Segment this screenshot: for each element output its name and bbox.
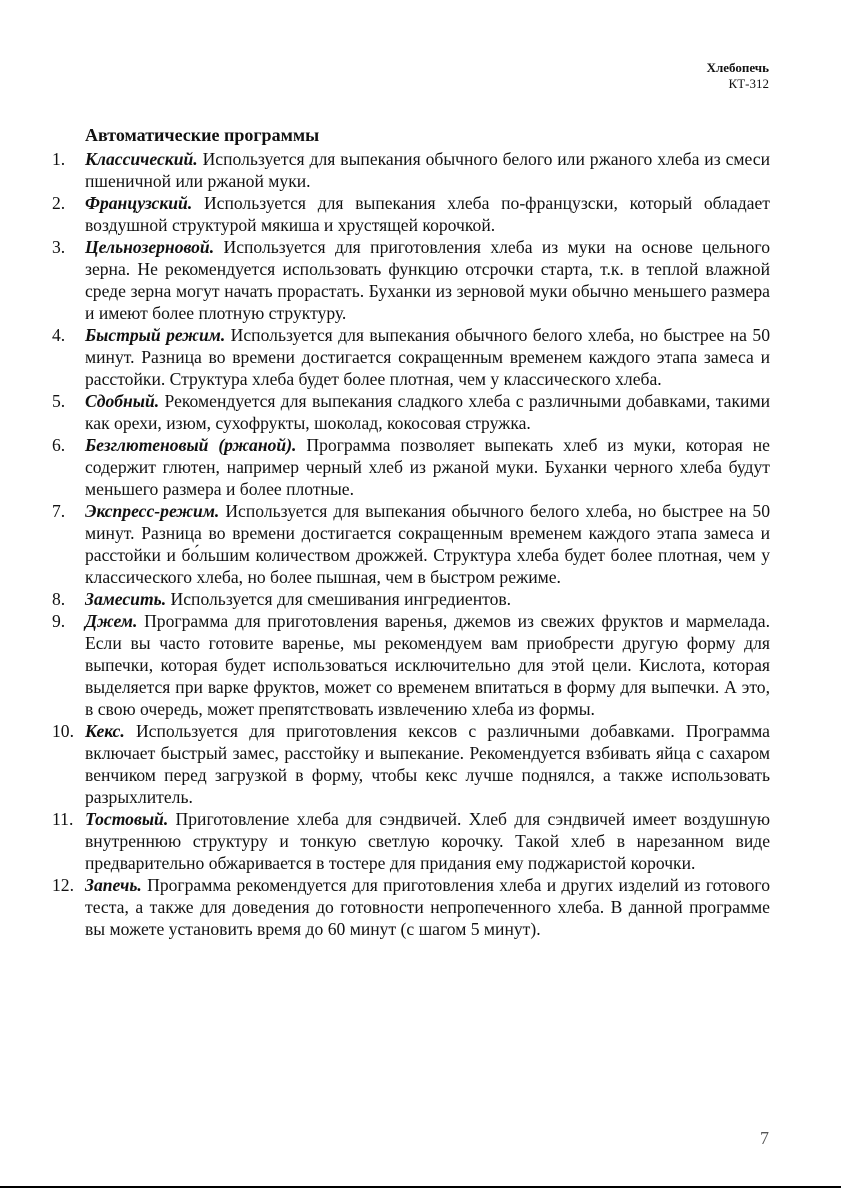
list-item — [52, 588, 770, 610]
item-number: 5. — [52, 391, 66, 411]
item-number: 11. — [52, 809, 74, 829]
list-item — [52, 148, 770, 192]
list-item — [52, 808, 770, 874]
item-number: 12. — [52, 875, 74, 895]
program-description: Используется для приготовления хлеба из муки на основе цельного зерна. Не рекомендуется использовать функцию отсрочки старта, т.к. в теплой влажной среде зерна могут начать прорастать. Буханки из зерновой муки обычно меньшего размера и имеют более плотную структуру. — [85, 237, 770, 323]
item-number: 1. — [52, 149, 66, 169]
program-name: Кекс. — [85, 721, 125, 741]
item-number: 7. — [52, 501, 66, 521]
list-item — [52, 720, 770, 808]
item-number: 3. — [52, 237, 66, 257]
program-name: Классический. — [85, 149, 198, 169]
program-description: Используется для выпекания обычного белого или ржаного хлеба из смеси пшеничной или ржаной муки. — [85, 149, 770, 191]
list-item — [52, 236, 770, 324]
item-number: 10. — [52, 721, 74, 741]
program-description: Рекомендуется для выпекания сладкого хлеба с различными добавками, такими как орехи, изюм, сухофрукты, шоколад, кокосовая стружка. — [85, 391, 770, 433]
program-name: Замесить. — [85, 589, 167, 609]
header-model: КТ-312 — [728, 76, 769, 91]
page-number: 7 — [760, 1128, 769, 1148]
program-name: Цельнозерновой. — [85, 237, 215, 257]
program-description: Программа рекомендуется для приготовления хлеба и других изделий из готового теста, а также для доведения до готовности непропеченного хлеба. В данной программе вы можете установить время до 60 минут (с шагом 5 минут). — [85, 875, 771, 939]
program-name: Сдобный. — [85, 391, 160, 411]
header-brand: Хлебопечь — [706, 60, 769, 75]
program-list — [52, 148, 770, 940]
list-item — [52, 434, 770, 500]
list-item — [52, 610, 770, 720]
program-description: Используется для выпекания обычного белого хлеба, но быстрее на 50 минут. Разница во времени достигается сокращенным временем каждого этапа замеса и расстойки и бо́льшим количеством дрожжей. Структура хлеба будет более плотная, чем у классического хлеба, но более пышная, чем в быстром режиме. — [85, 501, 770, 587]
program-description: Программа позволяет выпекать хлеб из муки, которая не содержит глютен, например черный хлеб из ржаной муки. Буханки черного хлеба будут меньшего размера и более плотные. — [85, 435, 770, 499]
section-title: Автоматические программы — [85, 125, 320, 145]
program-description: Программа для приготовления варенья, джемов из свежих фруктов и мармелада. Если вы часто готовите варенье, мы рекомендуем вам приобрести другую форму для выпечки, которая будет использоваться исключительно для этой цели. Кислота, которая выделяется при варке фруктов, может со временем впитаться в форму для выпечки. А это, в свою очередь, может препятствовать извлечению хлеба из формы. — [85, 611, 770, 719]
list-item — [52, 874, 770, 940]
program-name: Быстрый режим. — [85, 325, 226, 345]
program-description: Используется для выпекания обычного белого хлеба, но быстрее на 50 минут. Разница во времени достигается сокращенным временем каждого этапа замеса и расстойки. Структура хлеба будет более плотная, чем у классического хлеба. — [85, 325, 770, 389]
program-name: Безглютеновый (ржаной). — [85, 435, 297, 455]
list-item — [52, 390, 770, 434]
program-name: Запечь. — [85, 875, 142, 895]
item-number: 8. — [52, 589, 66, 609]
item-number: 2. — [52, 193, 66, 213]
list-item — [52, 324, 770, 390]
program-name: Французский. — [85, 193, 193, 213]
program-name: Джем. — [85, 611, 138, 631]
item-number: 4. — [52, 325, 66, 345]
list-item — [52, 500, 770, 588]
item-number: 6. — [52, 435, 66, 455]
program-description: Используется для смешивания ингредиентов. — [170, 589, 512, 609]
program-description: Используется для приготовления кексов с различными добавками. Программа включает быстрый замес, расстойку и выпекание. Рекомендуется взбивать яйца с сахаром венчиком перед загрузкой в форму, чтобы кекс лучше поднялся, а также использовать разрыхлитель. — [85, 721, 770, 807]
program-description: Используется для выпекания хлеба по-французски, который обладает воздушной структурой мякиша и хрустящей корочкой. — [85, 193, 770, 235]
program-name: Тостовый. — [85, 809, 169, 829]
main-content — [52, 124, 770, 940]
program-description: Приготовление хлеба для сэндвичей. Хлеб для сэндвичей имеет воздушную внутреннюю структуру и тонкую светлую корочку. Такой хлеб в нарезанном виде предварительно обжаривается в тостере для придания ему поджаристой корочки. — [85, 809, 770, 873]
page-header — [707, 60, 769, 92]
item-number: 9. — [52, 611, 66, 631]
program-name: Экспресс-режим. — [85, 501, 220, 521]
list-item — [52, 192, 770, 236]
